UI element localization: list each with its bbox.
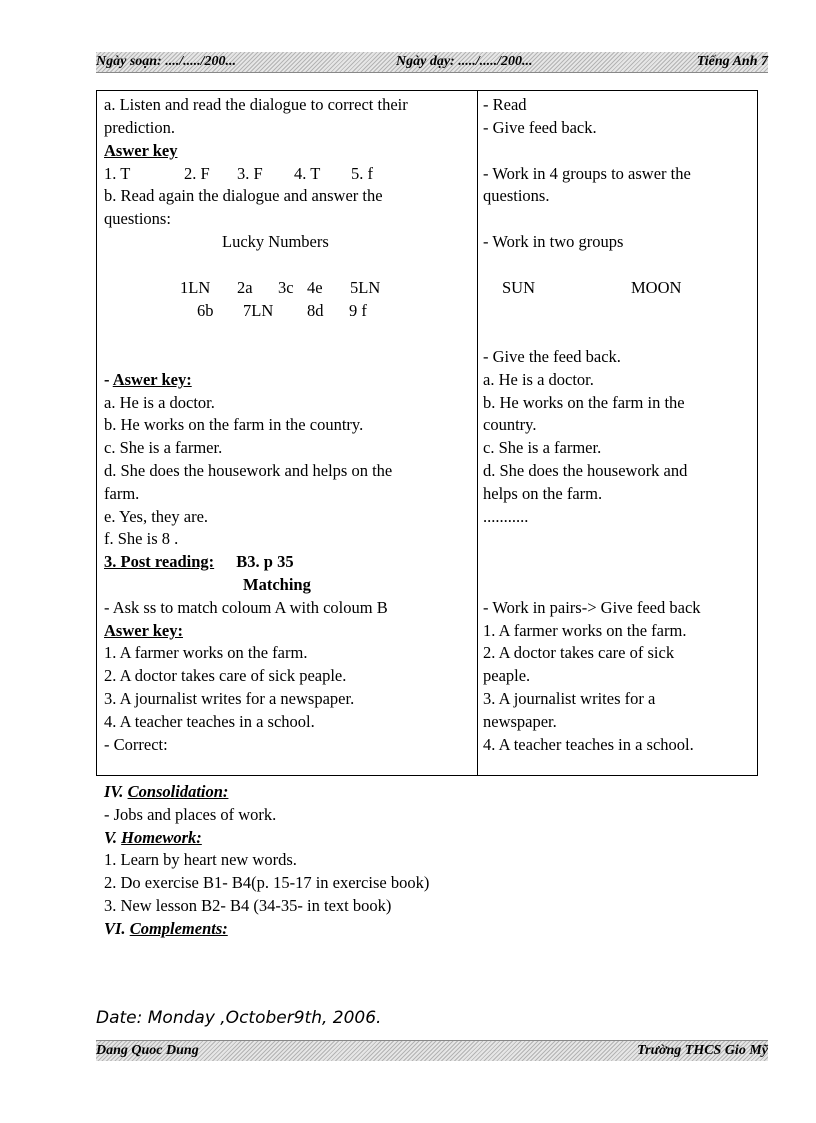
answer-c: c. She is a farmer. xyxy=(104,438,223,457)
right-give-feedback: - Give the feed back. xyxy=(483,347,621,366)
teaching-date: Ngày dạy: ...../...../200... xyxy=(396,54,533,69)
key-item: 4. T xyxy=(294,164,321,183)
right-groups-line1: - Work in 4 groups to aswer the xyxy=(483,164,691,183)
column-divider xyxy=(477,91,478,775)
right-match-2b: peaple. xyxy=(483,666,531,685)
dash: - xyxy=(104,370,113,389)
grid-cell: 4e xyxy=(307,278,323,297)
right-answer-b-line2: country. xyxy=(483,415,537,434)
lucky-numbers-title: Lucky Numbers xyxy=(222,232,329,251)
lucky-grid-row-1 xyxy=(180,276,440,299)
page-footer xyxy=(96,1040,768,1061)
grid-cell: 1LN xyxy=(180,278,211,297)
right-match-4: 4. A teacher teaches in a school. xyxy=(483,735,694,754)
answer-key-2 xyxy=(104,368,192,391)
right-read: - Read xyxy=(483,95,527,114)
answer-a: a. He is a doctor. xyxy=(104,393,215,412)
match-instruction: - Ask ss to match coloum A with coloum B xyxy=(104,598,388,617)
match-4: 4. A teacher teaches in a school. xyxy=(104,712,315,731)
post-reading-heading xyxy=(104,550,294,573)
section-number: V. xyxy=(104,828,122,847)
answer-f: f. She is 8 . xyxy=(104,529,179,548)
prepared-date: Ngày soạn: ..../...../200... xyxy=(96,54,236,69)
right-match-2: 2. A doctor takes care of sick xyxy=(483,643,675,662)
grid-cell: 6b xyxy=(197,301,214,320)
complements-title: Complements: xyxy=(129,919,228,938)
homework-1: 1. Learn by heart new words. xyxy=(104,850,297,869)
grid-cell: 5LN xyxy=(350,278,381,297)
right-answer-d-line2: helps on the farm. xyxy=(483,484,603,503)
left-prediction: prediction. xyxy=(104,118,176,137)
key-item: 2. F xyxy=(184,164,210,183)
left-listen-read: a. Listen and read the dialogue to correct their xyxy=(104,95,408,114)
grid-cell: 9 f xyxy=(349,301,367,320)
match-3: 3. A journalist writes for a newspaper. xyxy=(104,689,355,708)
answer-d-line1: d. She does the housework and helps on the xyxy=(104,461,393,480)
consolidation-title: Consolidation: xyxy=(127,782,229,801)
grid-cell: 2a xyxy=(237,278,253,297)
left-read-again: b. Read again the dialogue and answer the xyxy=(104,186,383,205)
homework-2: 2. Do exercise B1- B4(p. 15-17 in exercise book) xyxy=(104,873,430,892)
right-answer-c: c. She is a farmer. xyxy=(483,438,602,457)
homework-3: 3. New lesson B2- B4 (34-35- in text book) xyxy=(104,896,392,915)
answer-b: b. He works on the farm in the country. xyxy=(104,415,364,434)
author-name: Dang Quoc Dung xyxy=(96,1043,199,1058)
right-two-groups: - Work in two groups xyxy=(483,232,624,251)
grid-cell: 8d xyxy=(307,301,324,320)
answer-e: e. Yes, they are. xyxy=(104,507,209,526)
complements-heading xyxy=(104,917,228,940)
left-questions: questions: xyxy=(104,209,171,228)
moon-label: MOON xyxy=(631,278,682,297)
right-feedback: - Give feed back. xyxy=(483,118,597,137)
grid-cell: 3c xyxy=(278,278,294,297)
answer-key-2-label: Aswer key: xyxy=(112,370,192,389)
page-header xyxy=(96,52,768,73)
post-reading-label: 3. Post reading: xyxy=(104,552,215,571)
lucky-grid-row-2 xyxy=(197,299,437,322)
right-answer-d-line1: d. She does the housework and xyxy=(483,461,688,480)
answer-d-line2: farm. xyxy=(104,484,140,503)
section-number: IV. xyxy=(104,782,128,801)
match-2: 2. A doctor takes care of sick peaple. xyxy=(104,666,347,685)
post-reading-ref: B3. p 35 xyxy=(236,552,294,571)
date-line: Date: Monday ,October9th, 2006. xyxy=(96,1008,382,1028)
consolidation-item: - Jobs and places of work. xyxy=(104,805,277,824)
answer-key-3: Aswer key: xyxy=(104,621,183,640)
correct-label: - Correct: xyxy=(104,735,168,754)
matching-title: Matching xyxy=(243,575,311,594)
sun-label: SUN xyxy=(502,278,536,297)
right-answer-b-line1: b. He works on the farm in the xyxy=(483,393,685,412)
right-match-1: 1. A farmer works on the farm. xyxy=(483,621,687,640)
right-answer-a: a. He is a doctor. xyxy=(483,370,594,389)
match-1: 1. A farmer works on the farm. xyxy=(104,643,308,662)
homework-heading xyxy=(104,826,202,849)
grid-cell: 7LN xyxy=(243,301,274,320)
right-match-3b: newspaper. xyxy=(483,712,557,731)
homework-title: Homework: xyxy=(121,828,202,847)
answer-key-heading: Aswer key xyxy=(104,141,178,160)
subject-label: Tiếng Anh 7 xyxy=(696,54,768,69)
section-number: VI. xyxy=(104,919,130,938)
key-item: 1. T xyxy=(104,164,131,183)
school-name: Trường THCS Gio Mỹ xyxy=(637,1043,768,1058)
key-item: 5. f xyxy=(351,164,373,183)
key-item: 3. F xyxy=(237,164,263,183)
consolidation-heading xyxy=(104,780,228,803)
right-pairs: - Work in pairs-> Give feed back xyxy=(483,598,701,617)
right-groups-line2: questions. xyxy=(483,186,550,205)
right-match-3: 3. A journalist writes for a xyxy=(483,689,656,708)
right-ellipsis: ........... xyxy=(483,507,529,526)
